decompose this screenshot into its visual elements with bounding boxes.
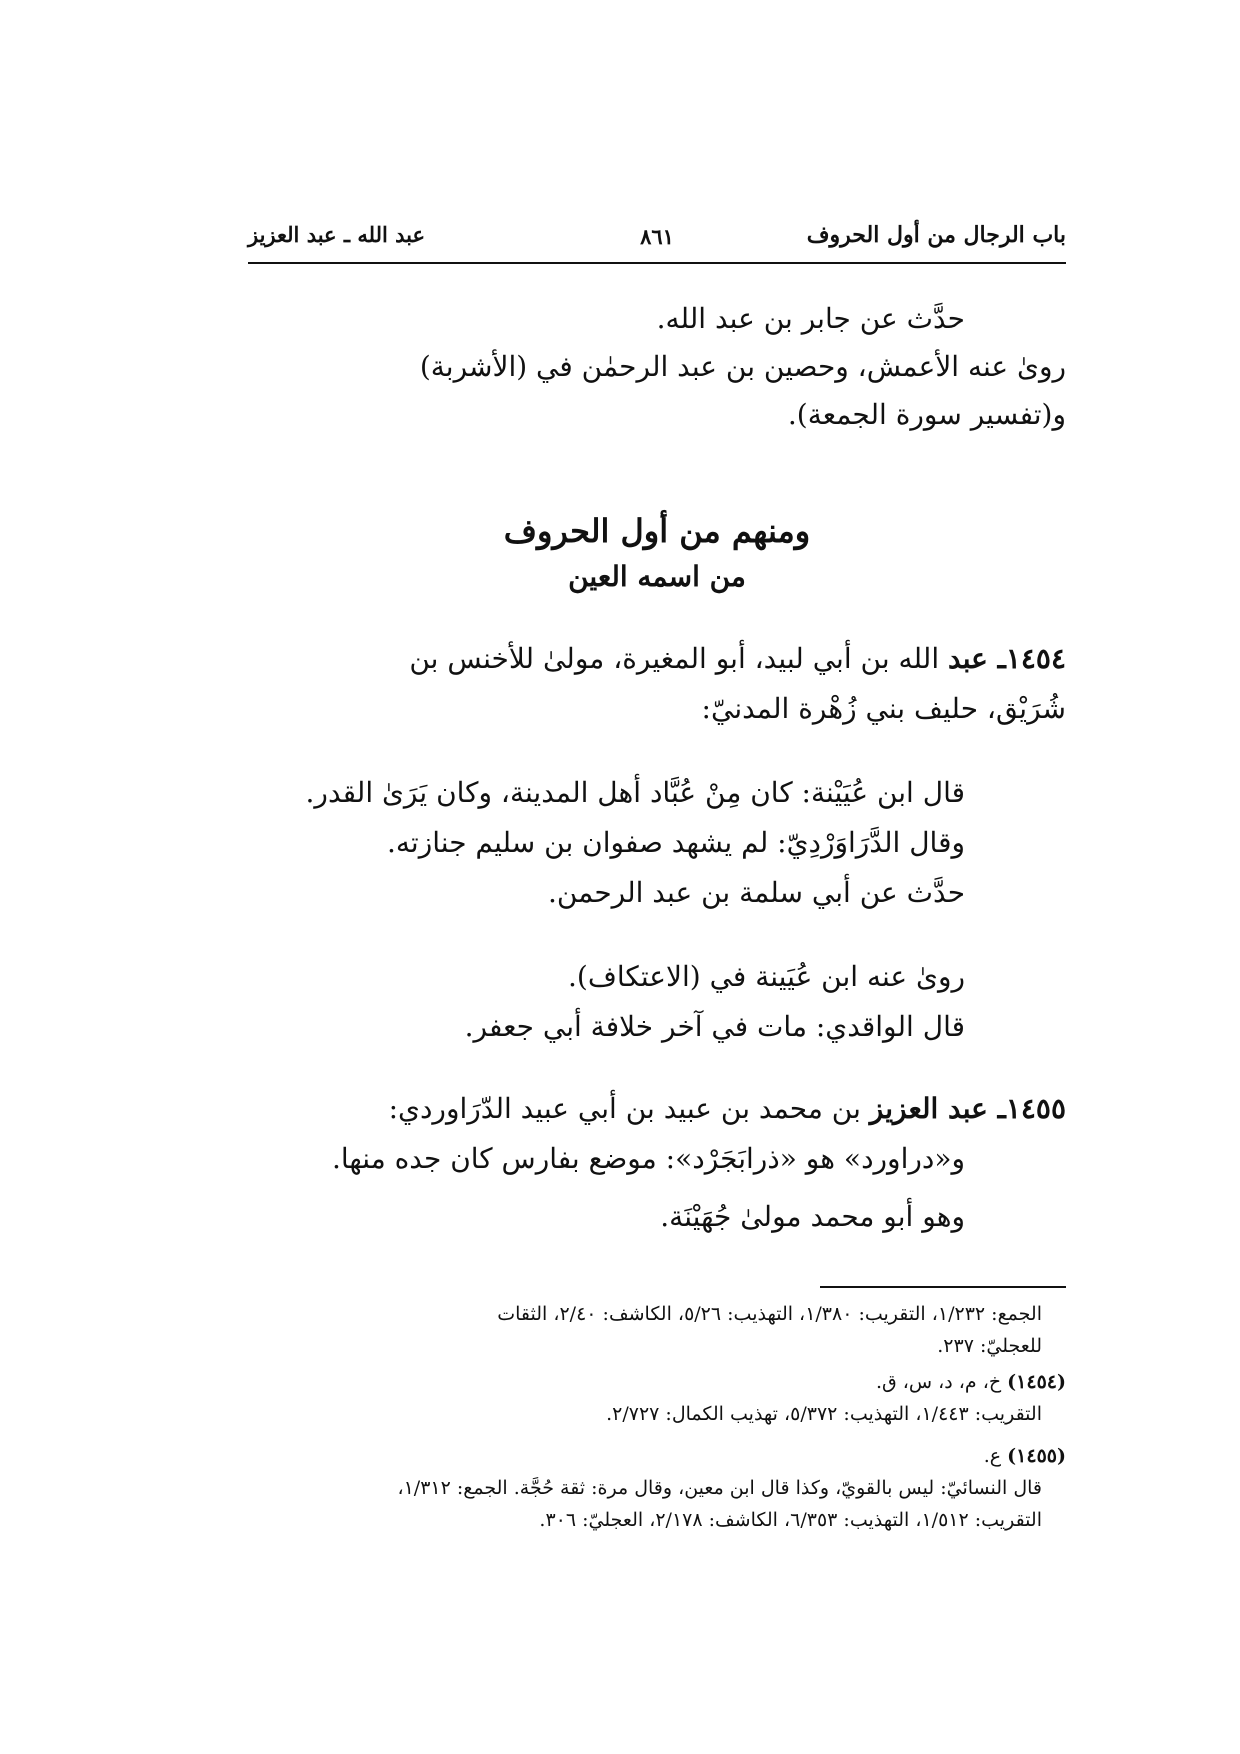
entry-1454-para-3: حدَّث عن أبي سلمة بن عبد الرحمن. (547, 876, 965, 909)
section-subtitle: من اسمه العين (568, 560, 746, 593)
footnote-prev-line-1: الجمع: ١/٢٣٢، التقريب: ١/٣٨٠، التهذيب: ٥/٢٦، الكاشف: ٢/٤٠، الثقات (497, 1303, 1042, 1325)
footnote-1455 (248, 1440, 1066, 1536)
entry-1454-line-2: شُرَيْق، حليف بني زُهْرة المدنيّ: (701, 692, 1066, 725)
continuation-line-3: و(تفسير سورة الجمعة). (787, 398, 1066, 431)
footnote-1455-line-3: التقريب: ١/٥١٢، التهذيب: ٦/٣٥٣، الكاشف: ٢/١٧٨، العجليّ: ٣٠٦. (539, 1509, 1042, 1531)
footnote-divider (820, 1286, 1066, 1288)
continuation-line-1: حدَّث عن جابر بن عبد الله. (656, 302, 965, 335)
footnote-1454-refs: التقريب: ١/٤٤٣، التهذيب: ٥/٣٧٢، تهذيب الكمال: ٢/٧٢٧. (606, 1403, 1042, 1425)
entry-1455-number: ١٤٥٥ـ عبد العزيز (869, 1092, 1066, 1125)
entry-1454-para-5: قال الواقدي: مات في آخر خلافة أبي جعفر. (464, 1010, 965, 1043)
section-title: ومنهم من أول الحروف (503, 512, 811, 550)
header-divider (248, 262, 1066, 264)
footnote-1455-number: (١٤٥٥) (1007, 1445, 1066, 1467)
footnote-1455-sigla: ع. (983, 1445, 1008, 1467)
continuation-line-2: روىٰ عنه الأعمش، وحصين بن عبد الرحمٰن في (الأشربة) (419, 350, 1066, 383)
entry-1454-number: ١٤٥٤ـ عبد (948, 642, 1066, 675)
entry-1454-para-2: وقال الدَّرَاوَرْدِيّ: لم يشهد صفوان بن سليم جنازته. (387, 826, 965, 859)
entry-1454-para-1: قال ابن عُيَيْنة: كان مِنْ عُبَّاد أهل المدينة، وكان يَرَىٰ القدر. (305, 776, 965, 809)
header-section-title: عبد الله ـ عبد العزيز (248, 222, 426, 247)
page-number: ٨٦١ (640, 224, 674, 249)
footnote-1454-sigla: خ، م، د، س، ق. (875, 1371, 1008, 1393)
entry-1455-heading (248, 1086, 1066, 1132)
footnote-1454-number: (١٤٥٤) (1007, 1371, 1066, 1393)
entry-1454-heading (248, 636, 1066, 682)
entry-1455-line-2: و«دراورد» هو «ذرابَجَرْد»: موضع بفارس كان جده منها. (331, 1142, 965, 1175)
entry-1455-name: بن محمد بن عبيد بن أبي عبيد الدّرَاوردي: (388, 1092, 870, 1125)
footnote-prev-entry (248, 1298, 1042, 1362)
entry-1454-para-4: روىٰ عنه ابن عُيَينة في (الاعتكاف). (568, 960, 965, 993)
entry-1455-line-3: وهو أبو محمد مولىٰ جُهَيْنَة. (660, 1200, 965, 1233)
footnote-1454 (248, 1366, 1066, 1430)
footnote-prev-line-2: للعجليّ: ٢٣٧. (937, 1335, 1042, 1357)
running-header (248, 222, 1066, 262)
footnote-1455-line-2: قال النسائيّ: ليس بالقويّ، وكذا قال ابن معين، وقال مرة: ثقة حُجَّة. الجمع: ١/٣١٢، (397, 1477, 1042, 1499)
entry-1454-name: الله بن أبي لبيد، أبو المغيرة، مولىٰ للأخنس بن (409, 642, 949, 675)
header-chapter-title: باب الرجال من أول الحروف (806, 222, 1066, 248)
